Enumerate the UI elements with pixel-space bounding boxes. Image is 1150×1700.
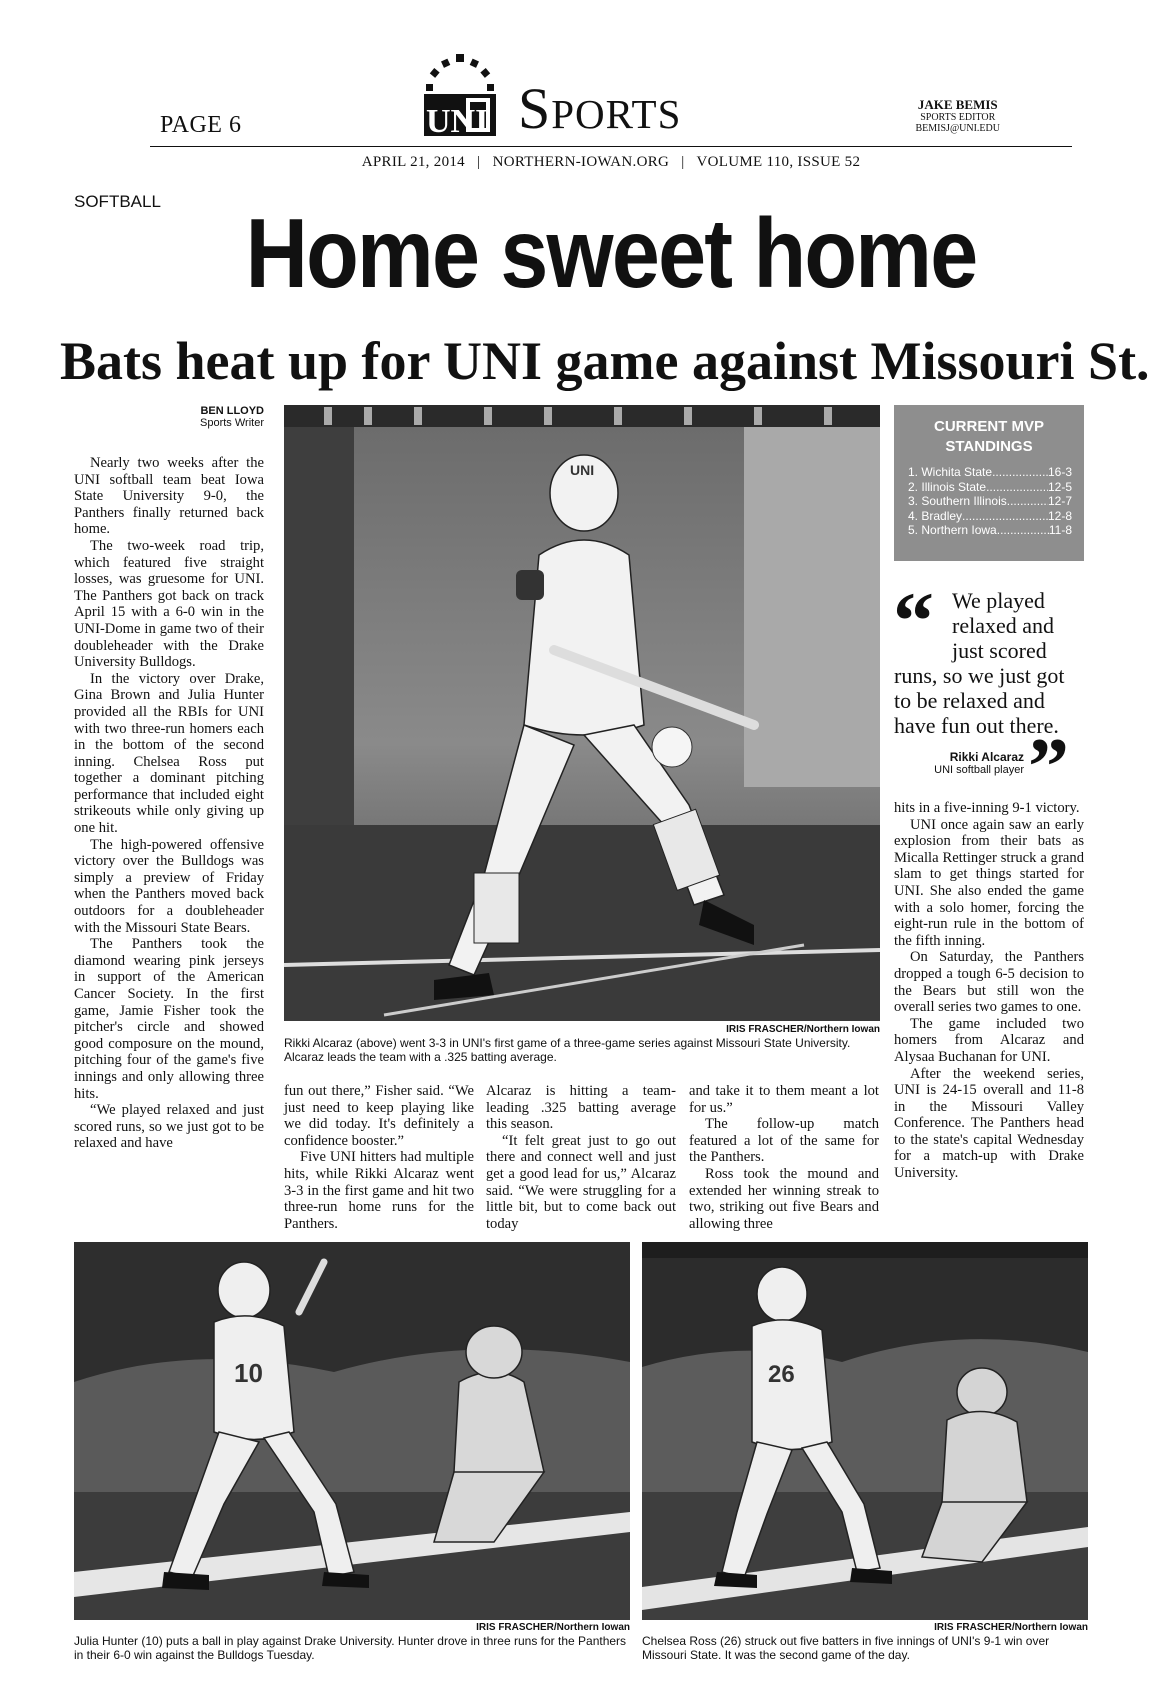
standings-row: 2. Illinois State ..... 12-5 (908, 480, 1072, 495)
standings-box (894, 405, 1084, 561)
logo-text: UNI (426, 103, 489, 138)
bottom-right-photo (642, 1242, 1088, 1620)
standings-row: 4. Bradley ..... 12-8 (908, 509, 1072, 524)
paragraph: In the victory over Drake, Gina Brown and Julia Hunter provided all the RBIs for UNI with two three-run homers each in the bottom of the second inning. Chelsea Ross put together a dominant pitching performance that included eight strikeouts while only giving up one hit. (74, 670, 264, 837)
jersey-number: 26 (768, 1361, 795, 1388)
pull-quote-name: Rikki Alcaraz (949, 750, 1024, 764)
section-kicker: SOFTBALL (74, 192, 161, 211)
photo-credit: IRIS FRASCHER/Northern Iowan (934, 1622, 1088, 1633)
photo-credit: IRIS FRASCHER/Northern Iowan (476, 1622, 630, 1633)
byline-role: Sports Writer (200, 417, 264, 429)
masthead-rule (150, 146, 1072, 147)
standings-list (894, 465, 1084, 538)
paragraph: After the weekend series, UNI is 24-15 overall and 11-8 in the Missouri Valley Conference. The Panthers head to the state's capital Wednesday for a match-up with Drake University. (894, 1065, 1084, 1182)
photo-credit: IRIS FRASCHER/Northern Iowan (726, 1024, 880, 1035)
photo-caption: Chelsea Ross (26) struck out five batters in five innings of UNI's 9-1 win over Missouri State. It was the second game of the day. (642, 1634, 1050, 1662)
paragraph: “It felt great just to go out there and connect well and just get a good lead for us,” Alcaraz said. “We were struggling for a little bit, but to come back out today (486, 1132, 676, 1232)
headline: Home sweet home (245, 198, 977, 308)
pull-quote-attribution (894, 750, 1024, 776)
quote-open-icon: “ (893, 575, 934, 666)
pull-quote-text: We played relaxed and just scored runs, so we just got to be relaxed and have fun out there. (894, 588, 1065, 738)
standings-row: 5. Northern Iowa ..... 11-8 (908, 523, 1072, 538)
paragraph: The Panthers took the diamond wearing pink jerseys in support of the American Cancer Society. In the first game, Jamie Fisher took the pitcher's circle and showed good composure on the mound, pitching four of the game's five innings and only allowing three hits. (74, 936, 264, 1102)
editor-email: BEMISJ@UNI.EDU (915, 123, 1000, 135)
subheadline: Bats heat up for UNI game against Missouri St. (60, 331, 1150, 391)
article-column-1 (74, 455, 264, 1152)
paragraph: hits in a five-inning 9-1 victory. (894, 800, 1080, 816)
article-column-5 (894, 800, 1084, 1182)
paragraph: fun out there,” Fisher said. “We just need to keep playing like we did today. It's definitely a confidence booster.” (284, 1083, 474, 1149)
paragraph: Five UNI hitters had multiple hits, while Rikki Alcaraz went 3-3 in the first game and hit two three-run home runs for the Panthers. (284, 1149, 474, 1232)
main-photo (284, 405, 880, 1021)
paragraph: Alcaraz is hitting a team-leading .325 batting average this season. (486, 1083, 676, 1133)
paragraph: The game included two homers from Alcaraz and Alysaa Buchanan for UNI. (894, 1015, 1084, 1065)
paragraph: The two-week road trip, which featured five straight losses, was gruesome for UNI. The Panthers got back on track April 15 with a 6-0 win in the UNI-Dome in game two of their doubleheader with the Drake University Bulldogs. (74, 537, 264, 671)
pull-quote-role: UNI softball player (934, 764, 1024, 776)
helmet-text: UNI (570, 462, 595, 478)
photo-caption: Rikki Alcaraz (above) went 3-3 in UNI's first game of a three-game series against Missouri State University. Alcaraz leads the team with a .325 batting average. (284, 1036, 851, 1064)
paragraph: Nearly two weeks after the UNI softball team beat Iowa State University 9-0, the Panthers finally returned back home. (74, 455, 264, 538)
editor-name: JAKE BEMIS (917, 97, 998, 112)
bottom-left-photo (74, 1242, 630, 1620)
standings-row: 3. Southern Illinois ..... 12-7 (908, 494, 1072, 509)
quote-close-icon: ” (1028, 721, 1069, 812)
page-number: PAGE 6 (160, 112, 242, 138)
photo-caption: Julia Hunter (10) puts a ball in play against Drake University. Hunter drove in three runs for the Panthers in their 6-0 win against the Bulldogs Tuesday. (74, 1634, 627, 1662)
paragraph: UNI once again saw an early explosion from their bats as Micalla Rettinger struck a grand slam to get things started for UNI. She also ended the game with a solo homer, forcing the eight-run rule in the bottom of the fifth inning. (894, 816, 1084, 949)
paragraph: The high-powered offensive victory over the Bulldogs was simply a preview of Friday when the Panthers moved back outdoors for a doubleheader with the Missouri State Bears. (74, 836, 264, 936)
article-column-3 (486, 1083, 676, 1232)
byline (96, 405, 264, 429)
paragraph: and take it to them meant a lot for us.” (689, 1083, 879, 1116)
jersey-number: 10 (234, 1358, 263, 1388)
uni-logo (420, 54, 500, 138)
article-column-4 (689, 1083, 879, 1232)
article-column-2 (284, 1083, 474, 1232)
paragraph: On Saturday, the Panthers dropped a tough 6-5 decision to the Bears but still won the overall series two games to one. (894, 949, 1084, 1016)
paragraph: The follow-up match featured a lot of the same for the Panthers. (689, 1116, 879, 1166)
byline-name: BEN LLOYD (200, 405, 264, 417)
pull-quote (894, 588, 1086, 738)
paragraph: Ross took the mound and extended her winning streak to two, striking out five Bears and allowing three (689, 1165, 879, 1232)
standings-title: CURRENT MVP STANDINGS (933, 418, 1044, 455)
standings-row: 1. Wichita State ..... 16-3 (908, 465, 1072, 480)
editor-title: SPORTS EDITOR (920, 112, 996, 124)
section-title: Sports (518, 76, 682, 141)
editor-info (916, 98, 1001, 134)
paragraph: “We played relaxed and just scored runs, so we just got to be relaxed and have (74, 1102, 264, 1152)
dateline: APRIL 21, 2014 | NORTHERN-IOWAN.ORG | VOLUME 110, ISSUE 52 (361, 154, 861, 170)
